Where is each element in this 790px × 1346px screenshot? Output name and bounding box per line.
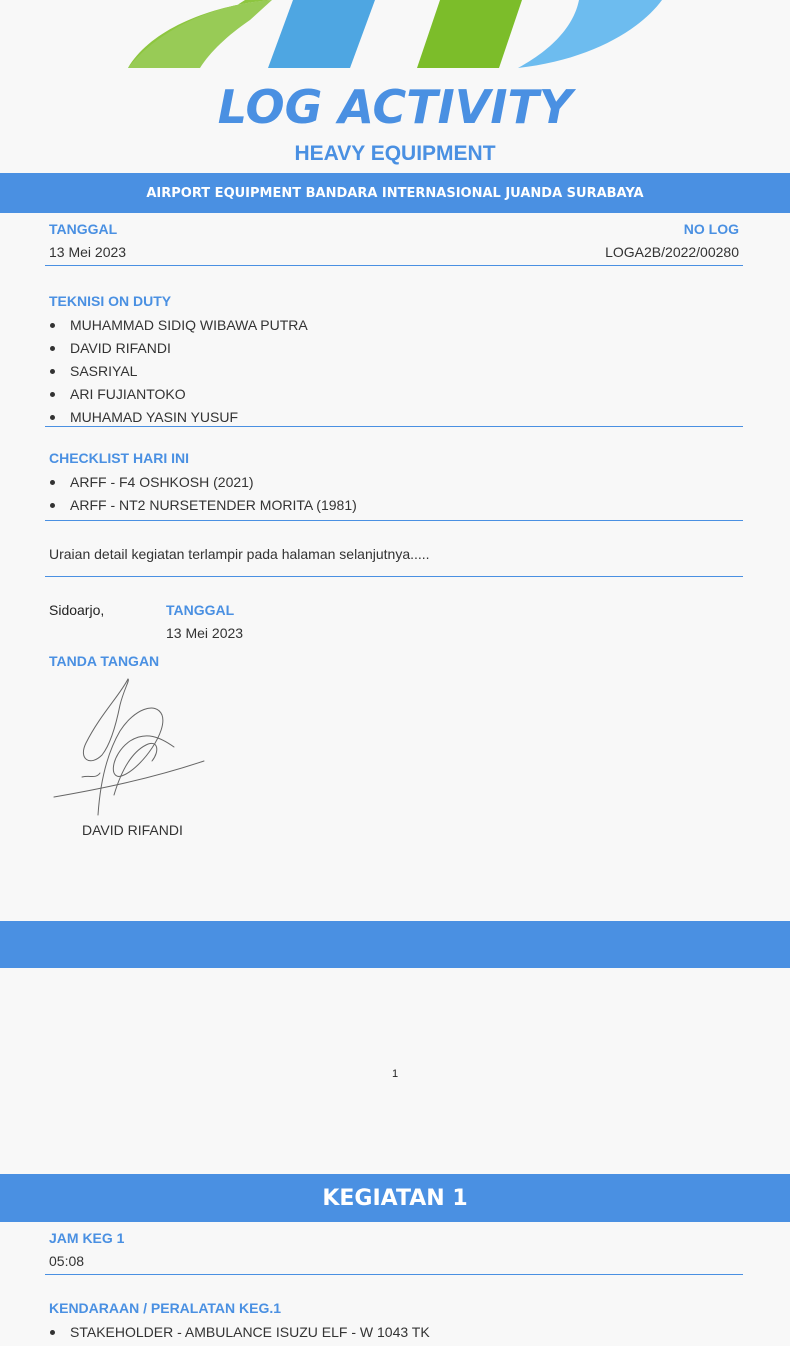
logo-blue-bar — [268, 0, 375, 68]
sign-tanggal-label: TANGGAL — [166, 602, 235, 618]
logo-green-bar — [417, 0, 522, 68]
checklist-label: CHECKLIST HARI INI — [49, 450, 189, 466]
divider — [45, 426, 743, 427]
kendaraan-list — [49, 1323, 430, 1346]
logo-green-swoosh-main — [128, 0, 272, 68]
list-item: ARI FUJIANTOKO — [49, 385, 308, 408]
kendaraan-label: KENDARAAN / PERALATAN KEG.1 — [49, 1300, 282, 1316]
logo-blue-swoosh — [518, 0, 662, 68]
checklist-list — [49, 473, 357, 519]
kegiatan-banner: KEGIATAN 1 — [0, 1174, 790, 1222]
list-item: ARFF - F4 OSHKOSH (2021) — [49, 473, 357, 496]
nolog-label: NO LOG — [683, 221, 739, 237]
tanggal-value: 13 Mei 2023 — [49, 244, 127, 260]
list-item: STAKEHOLDER - AMBULANCE ISUZU ELF - W 1043 TK — [49, 1323, 430, 1346]
teknisi-label: TEKNISI ON DUTY — [49, 293, 172, 309]
sign-place: Sidoarjo, — [49, 602, 105, 618]
list-item: DAVID RIFANDI — [49, 339, 308, 362]
nolog-value: LOGA2B/2022/00280 — [605, 244, 739, 260]
detail-note: Uraian detail kegiatan terlampir pada halaman selanjutnya..... — [49, 546, 430, 562]
list-item: MUHAMMAD SIDIQ WIBAWA PUTRA — [49, 316, 308, 339]
page-subtitle: HEAVY EQUIPMENT — [294, 142, 496, 165]
divider — [45, 1274, 743, 1275]
page-title: LOG ACTIVITY — [217, 80, 573, 134]
signature-image — [50, 675, 210, 820]
page-number: 1 — [391, 1068, 399, 1080]
tanggal-label: TANGGAL — [49, 221, 118, 237]
divider — [45, 520, 743, 521]
list-item: SASRIYAL — [49, 362, 308, 385]
footer-band — [0, 921, 790, 968]
header-logo-shapes — [0, 0, 790, 70]
tanda-tangan-label: TANDA TANGAN — [49, 653, 160, 669]
jam-value: 05:08 — [49, 1253, 85, 1269]
jam-label: JAM KEG 1 — [49, 1230, 125, 1246]
airport-banner: AIRPORT EQUIPMENT BANDARA INTERNASIONAL JUANDA SURABAYA — [0, 173, 790, 213]
list-item: ARFF - NT2 NURSETENDER MORITA (1981) — [49, 496, 357, 519]
signer-name: DAVID RIFANDI — [82, 822, 183, 838]
divider — [45, 265, 743, 266]
sign-tanggal-value: 13 Mei 2023 — [166, 625, 244, 641]
divider — [45, 576, 743, 577]
teknisi-list — [49, 316, 308, 431]
list-item: MUHAMAD YASIN YUSUF — [49, 408, 308, 431]
